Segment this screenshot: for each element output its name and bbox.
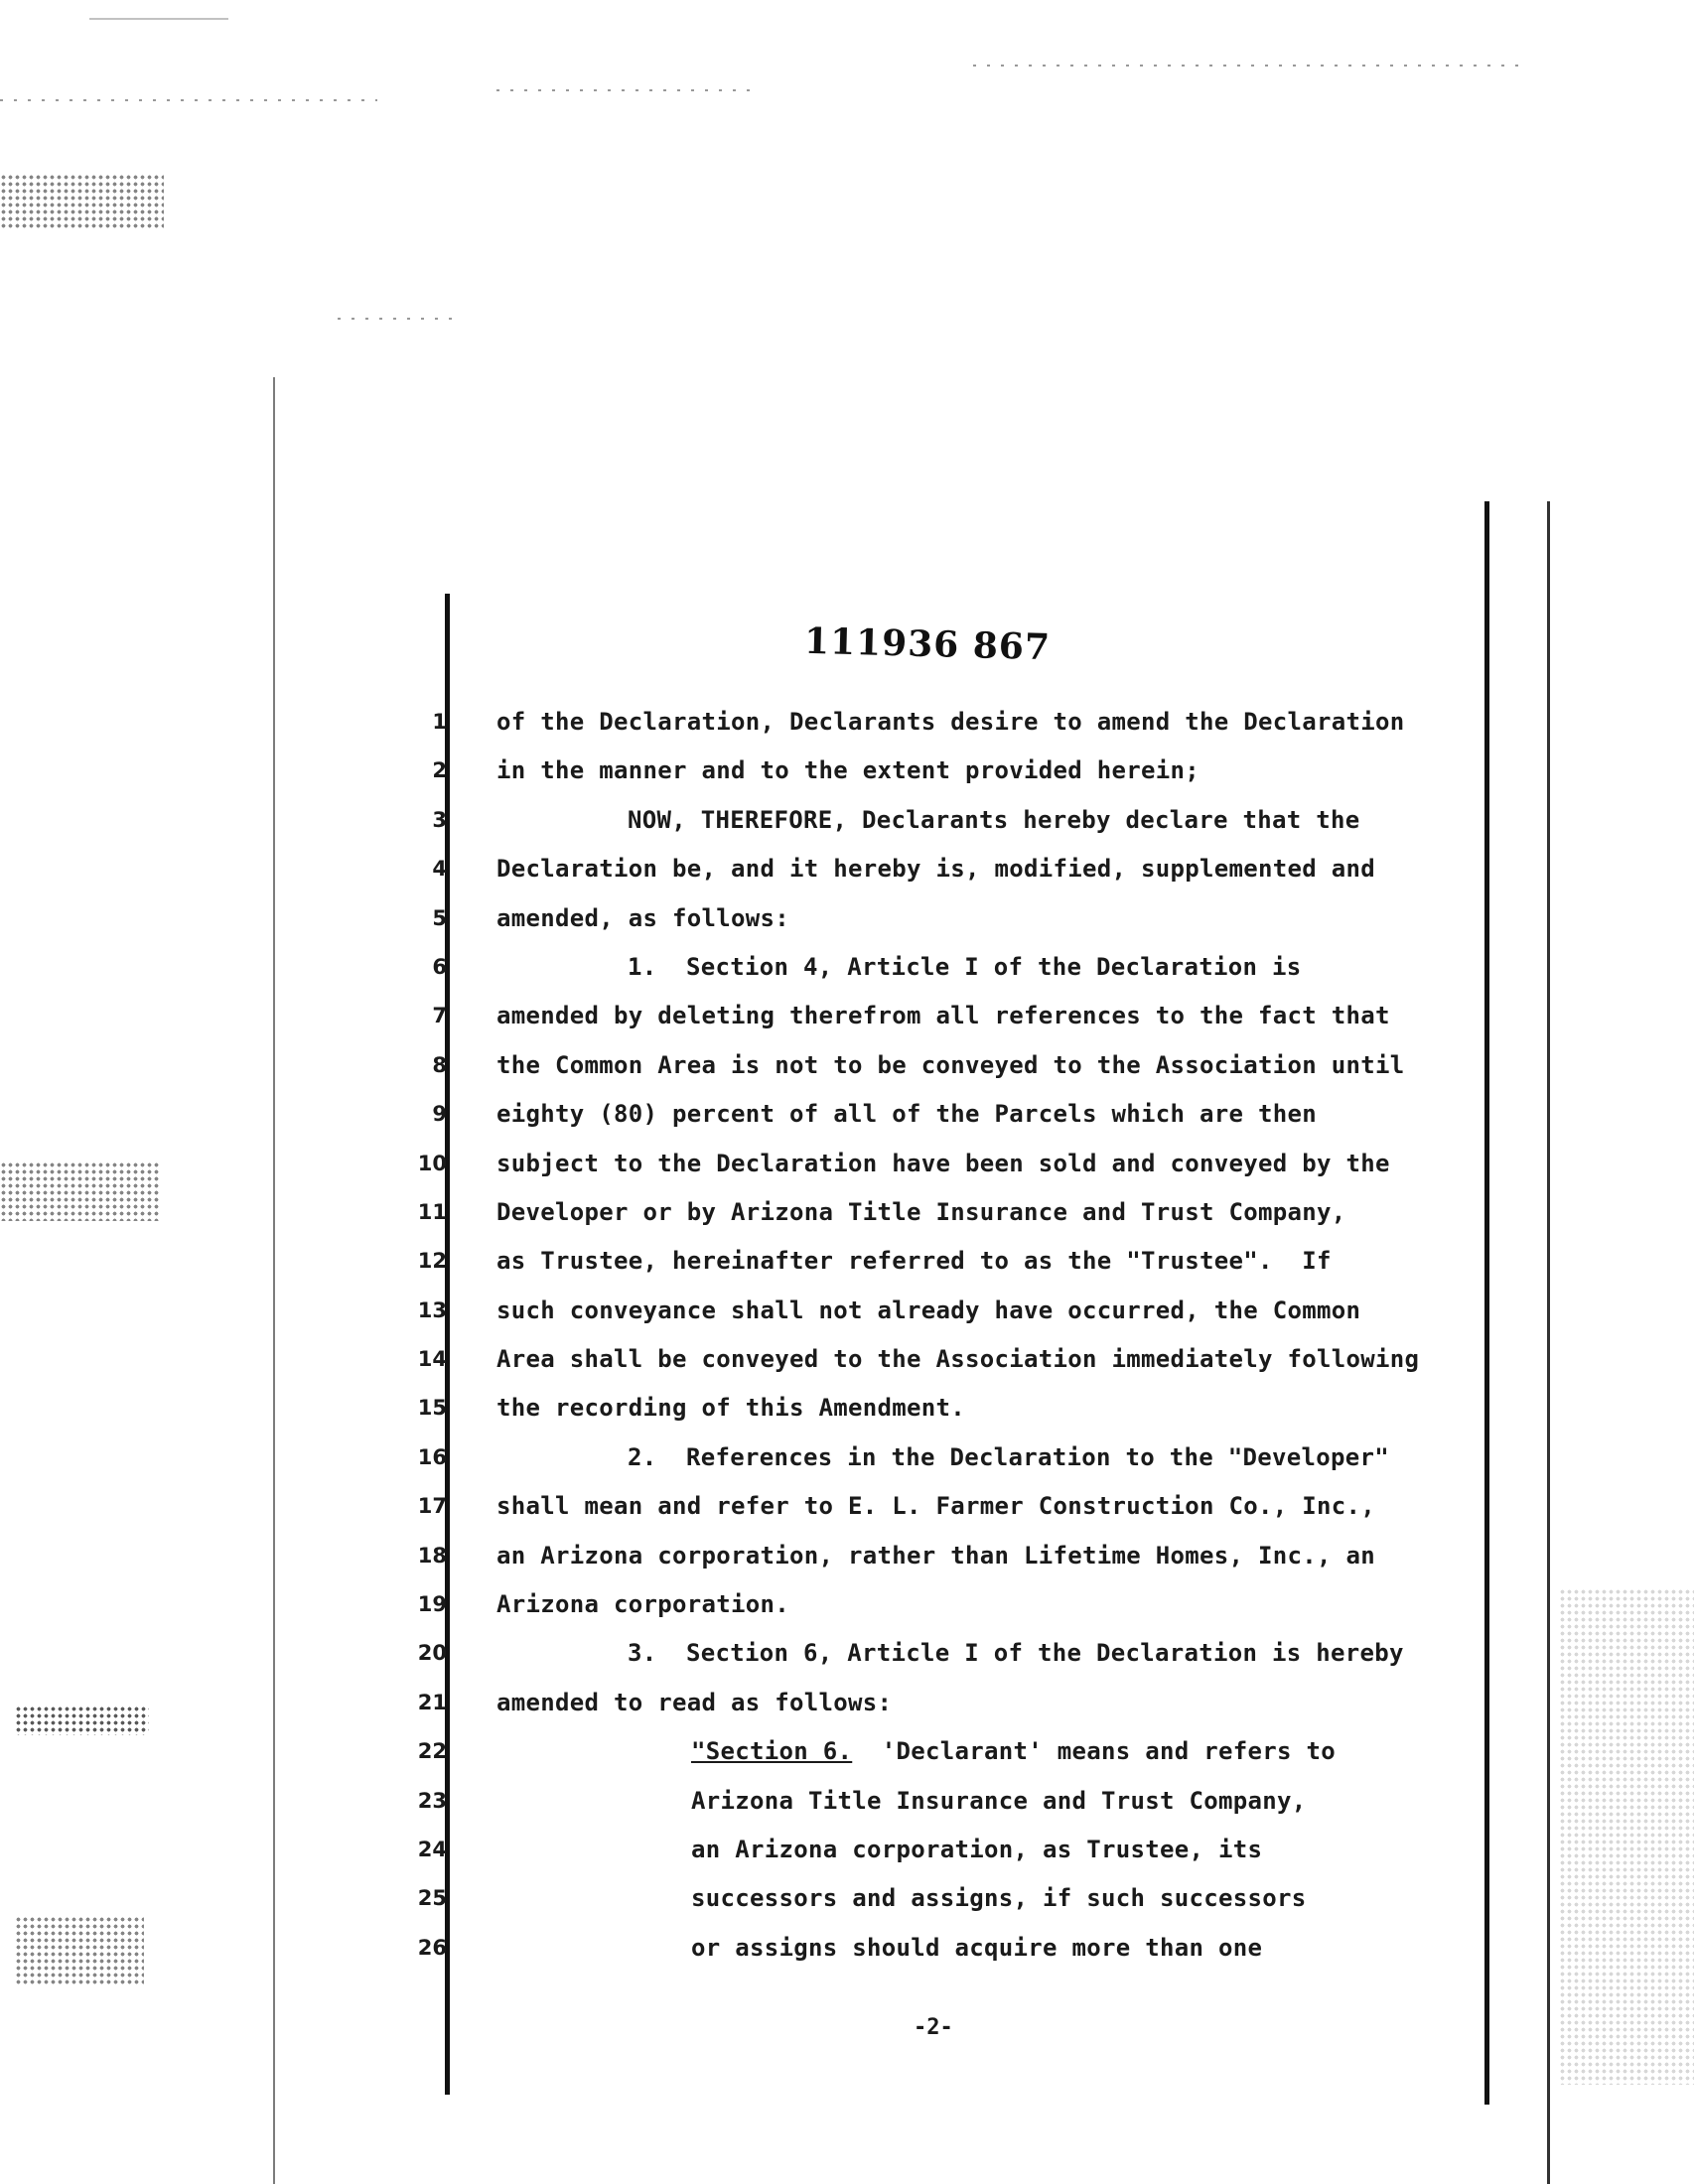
line-number: 6: [432, 954, 447, 979]
text-line: Developer or by Arizona Title Insurance and Trust Company,: [496, 1197, 1346, 1226]
line-number: 17: [417, 1494, 447, 1519]
scan-halftone-artifact: [0, 174, 164, 228]
right-text-rule: [1484, 501, 1489, 2105]
scan-halftone-artifact: [15, 1916, 144, 1985]
line-number: 8: [432, 1052, 447, 1077]
scan-halftone-artifact: [15, 1706, 149, 1735]
line-number: 20: [417, 1641, 447, 1666]
text-line: an Arizona corporation, rather than Lifetime Homes, Inc., an: [496, 1541, 1375, 1570]
line-number: 13: [417, 1297, 447, 1322]
scan-speckle: [496, 89, 755, 91]
line-number: 9: [432, 1102, 447, 1127]
text-line: amended to read as follows:: [496, 1688, 893, 1716]
line-number: 5: [432, 905, 447, 930]
text-line: an Arizona corporation, as Trustee, its: [691, 1835, 1263, 1863]
line-number: 26: [417, 1935, 447, 1960]
line-number: 11: [417, 1199, 447, 1224]
scan-halftone-artifact: [0, 1161, 159, 1221]
text-line: Arizona corporation.: [496, 1590, 789, 1619]
line-number: 18: [417, 1543, 447, 1568]
text-line: eighty (80) percent of all of the Parcels which are then: [496, 1100, 1317, 1129]
text-line: amended by deleting therefrom all references to the fact that: [496, 1002, 1390, 1030]
line-number: 12: [417, 1249, 447, 1274]
line-number: 24: [417, 1837, 447, 1861]
line-number-column: [397, 707, 447, 1981]
line-number: 16: [417, 1444, 447, 1469]
line-number: 3: [432, 807, 447, 832]
text-line: successors and assigns, if such successors: [691, 1884, 1307, 1913]
line-number: 4: [432, 857, 447, 882]
line-number: 7: [432, 1004, 447, 1028]
line-number: 15: [417, 1396, 447, 1421]
text-line: in the manner and to the extent provided herein;: [496, 756, 1200, 785]
text-line: 3. Section 6, Article I of the Declaration is hereby: [628, 1639, 1404, 1668]
text-line: 2. References in the Declaration to the "Developer": [628, 1442, 1389, 1471]
text-line: as Trustee, hereinafter referred to as the "Trustee". If: [496, 1247, 1332, 1276]
text-line: NOW, THEREFORE, Declarants hereby declare that the: [628, 805, 1360, 834]
line-number: 14: [417, 1347, 447, 1372]
text-line: such conveyance shall not already have occurred, the Common: [496, 1296, 1361, 1324]
right-margin-rule: [1547, 501, 1550, 2184]
scan-speckle: [89, 18, 228, 20]
text-line: the Common Area is not to be conveyed to the Association until: [496, 1050, 1405, 1079]
text-line: shall mean and refer to E. L. Farmer Construction Co., Inc.,: [496, 1492, 1375, 1521]
line-number: 22: [417, 1739, 447, 1764]
document-body: [496, 707, 1480, 1981]
line-number: 19: [417, 1592, 447, 1617]
section6-heading: "Section 6.: [691, 1737, 853, 1766]
recording-stamp: 111936 867: [803, 619, 1052, 669]
scan-speckle: [973, 65, 1529, 67]
text-line: Declaration be, and it hereby is, modified, supplemented and: [496, 855, 1375, 884]
line-number: 23: [417, 1788, 447, 1813]
text-line: 1. Section 4, Article I of the Declaration is: [628, 952, 1302, 981]
scan-speckle: [0, 99, 377, 101]
left-margin-rule: [273, 377, 275, 2184]
text-line: amended, as follows:: [496, 903, 789, 932]
text-line-section6: [496, 1736, 1480, 1785]
text-line: subject to the Declaration have been sold and conveyed by the: [496, 1149, 1390, 1177]
scan-speckle: [338, 318, 457, 320]
scan-halftone-artifact: [1559, 1588, 1694, 2085]
text-line: Area shall be conveyed to the Association immediately following: [496, 1345, 1420, 1374]
line-number: 21: [417, 1690, 447, 1714]
line-number: 1: [432, 710, 447, 734]
text-line: of the Declaration, Declarants desire to amend the Declaration: [496, 708, 1405, 736]
line-number: 25: [417, 1886, 447, 1911]
line-number: 10: [417, 1151, 447, 1175]
section6-text: 'Declarant' means and refers to: [881, 1737, 1336, 1766]
text-line: the recording of this Amendment.: [496, 1394, 965, 1423]
text-line: Arizona Title Insurance and Trust Company,: [691, 1786, 1307, 1815]
text-line: or assigns should acquire more than one: [691, 1933, 1263, 1962]
line-number: 2: [432, 758, 447, 783]
page-number: -2-: [914, 2015, 953, 2040]
